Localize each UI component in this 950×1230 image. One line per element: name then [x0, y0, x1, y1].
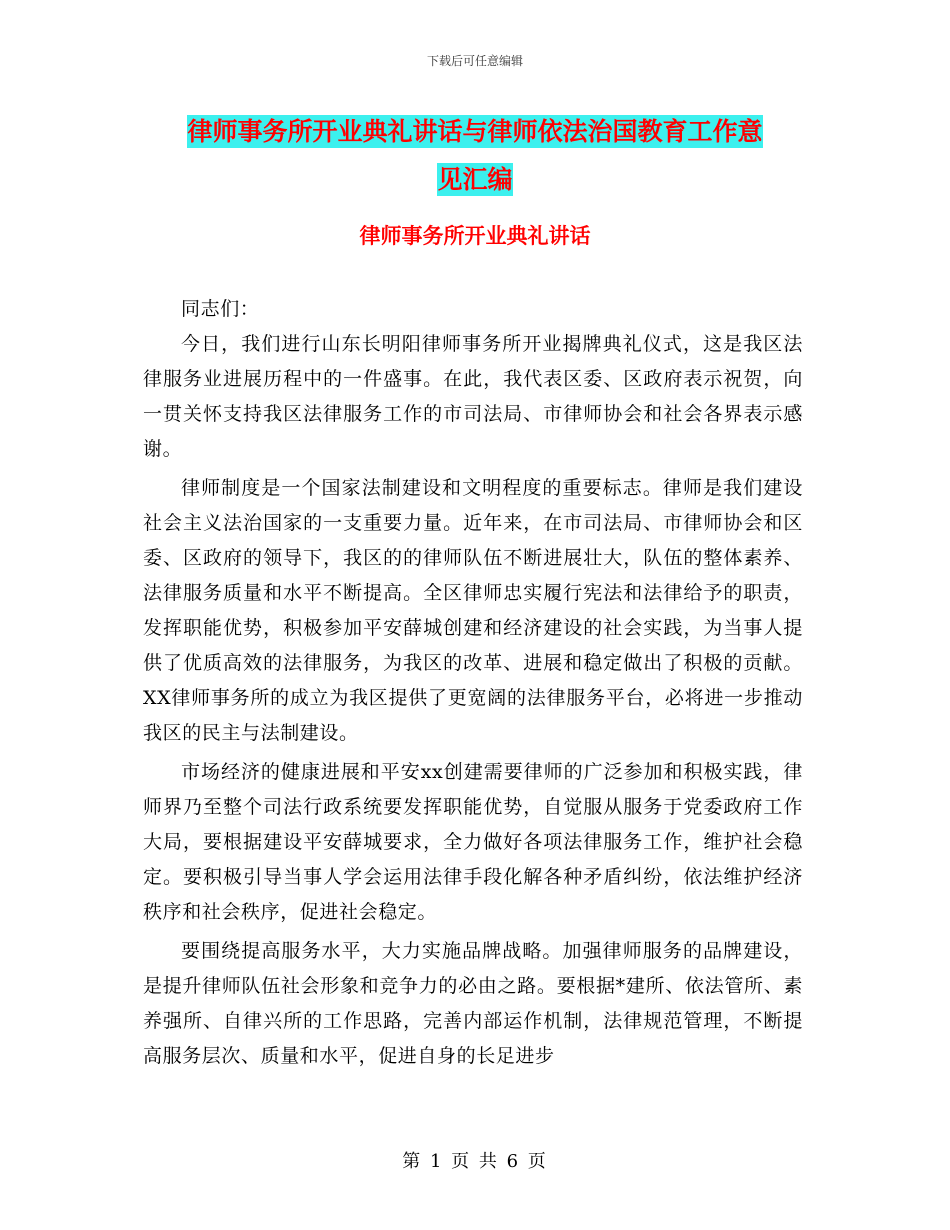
- paragraph: 律师制度是一个国家法制建设和文明程度的重要标志。律师是我们建设社会主义法治国家的一支重要力量。近年来，在市司法局、市律师协会和区委、区政府的领导下，我区的的律师队伍不断进展壮大，队伍的整体素养、法律服务质量和水平不断提高。全区律师忠实履行宪法和法律给予的职责，发挥职能优势，积极参加平安薛城创建和经济建设的社会实践，为当事人提供了优质高效的法律服务，为我区的改革、进展和稳定做出了积极的贡献。XX律师事务所的成立为我区提供了更宽阔的法律服务平台，必将进一步推动我区的民主与法制建设。: [143, 477, 803, 744]
- paragraph-salutation: 同志们：: [181, 298, 260, 320]
- document-body: [143, 292, 803, 1074]
- page-number-footer: 第 1 页 共 6 页: [402, 1151, 548, 1172]
- title-highlight: 律师事务所开业典礼讲话与律师依法治国教育工作意: [187, 117, 763, 146]
- document-title-line-1: [0, 108, 950, 156]
- paragraph: 要围绕提高服务水平，大力实施品牌战略。加强律师服务的品牌建设，是提升律师队伍社会形象和竞争力的必由之路。要根据*建所、依法管所、素养强所、自律兴所的工作思路，完善内部运作机制，法律规范管理，不断提高服务层次、质量和水平，促进自身的长足进步: [143, 940, 803, 1067]
- title-highlight: 见汇编: [437, 165, 513, 194]
- section-title: 律师事务所开业典礼讲话: [359, 224, 591, 248]
- document-title: [0, 108, 950, 204]
- document-title-line-2: [0, 156, 950, 204]
- paragraph: 市场经济的健康进展和平安xx创建需要律师的广泛参加和积极实践，律师界乃至整个司法行政系统要发挥职能优势，自觉服从服务于党委政府工作大局，要根据建设平安薛城要求，全力做好各项法律服务工作，维护社会稳定。要积极引导当事人学会运用法律手段化解各种矛盾纠纷，依法维护经济秩序和社会秩序，促进社会稳定。: [143, 761, 803, 923]
- page-header-note: 下载后可任意编辑: [426, 54, 523, 68]
- paragraph: 今日，我们进行山东长明阳律师事务所开业揭牌典礼仪式，这是我区法律服务业进展历程中的一件盛事。在此，我代表区委、区政府表示祝贺，向一贯关怀支持我区法律服务工作的市司法局、市律师协会和社会各界表示感谢。: [143, 333, 803, 460]
